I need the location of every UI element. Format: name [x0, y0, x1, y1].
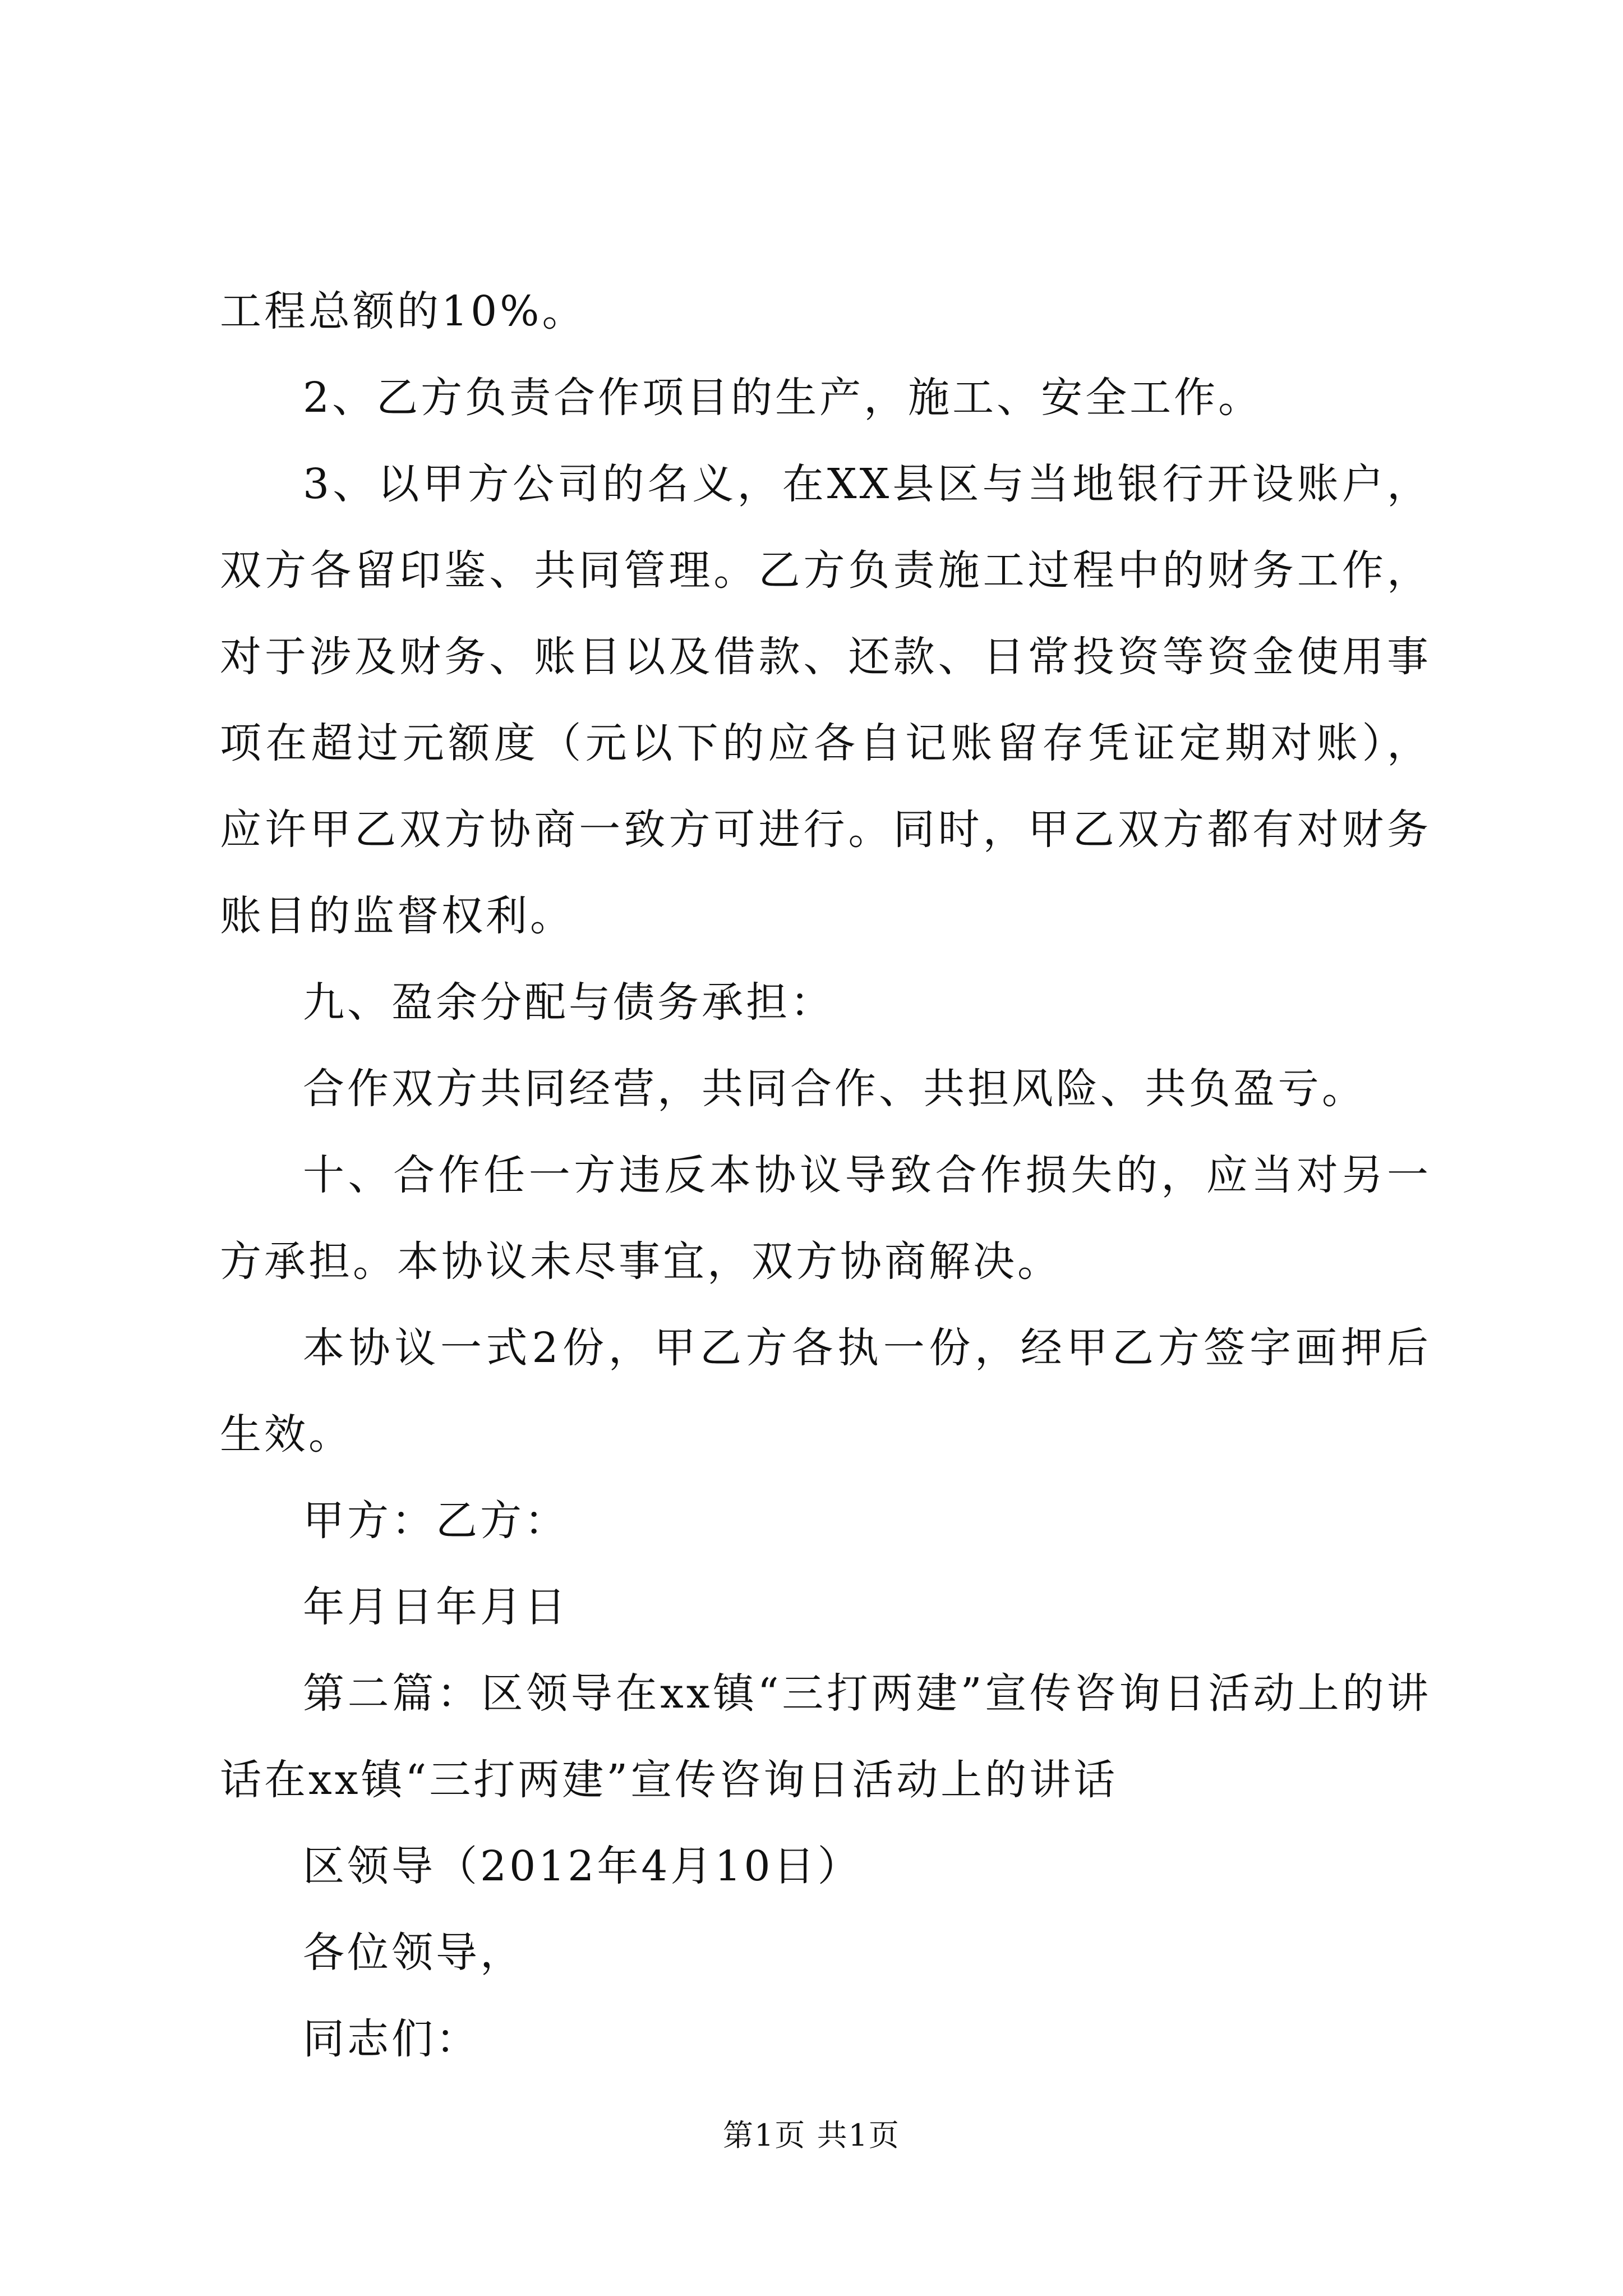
document-body — [220, 268, 1431, 2082]
section-heading-nine: 九、盈余分配与债务承担： — [303, 978, 834, 1027]
paragraph-clause-3: 3、以甲方公司的名义，在XX县区与当地银行开设账户，双方各留印鉴、共同管理。乙方负责施工过程中的财务工作，对于涉及财务、账目以及借款、还款、日常投资等资金使用事项在超过元额度（元以下的应各自记账留存凭证定期对账），应许甲乙双方协商一致方可进行。同时，甲乙双方都有对财务账目的监督权利。 — [220, 460, 1431, 940]
signature-dates: 年月日年月日 — [303, 1583, 569, 1631]
salutation-leaders: 各位领导， — [303, 1929, 524, 1977]
page-footer: 第1页 共1页 — [723, 2118, 900, 2153]
speaker-date-line: 区领导（2012年4月10日） — [303, 1842, 862, 1890]
paragraph-copies: 本协议一式2份，甲乙方各执一份，经甲乙方签字画押后生效。 — [220, 1324, 1431, 1458]
paragraph-continuation: 工程总额的10%。 — [220, 287, 587, 335]
section-ten: 十、合作任一方违反本协议导致合作损失的，应当对另一方承担。本协议未尽事宜，双方协商解决。 — [220, 1151, 1431, 1286]
second-article-title: 第二篇：区领导在xx镇“三打两建”宣传咨询日活动上的讲话在xx镇“三打两建”宣传咨询日活动上的讲话 — [220, 1669, 1431, 1804]
paragraph-profit-sharing: 合作双方共同经营，共同合作、共担风险、共负盈亏。 — [303, 1065, 1366, 1113]
salutation-comrades: 同志们： — [303, 2015, 480, 2063]
signature-parties: 甲方：乙方： — [303, 1497, 569, 1545]
paragraph-clause-2: 2、乙方负责合作项目的生产，施工、安全工作。 — [303, 374, 1263, 422]
